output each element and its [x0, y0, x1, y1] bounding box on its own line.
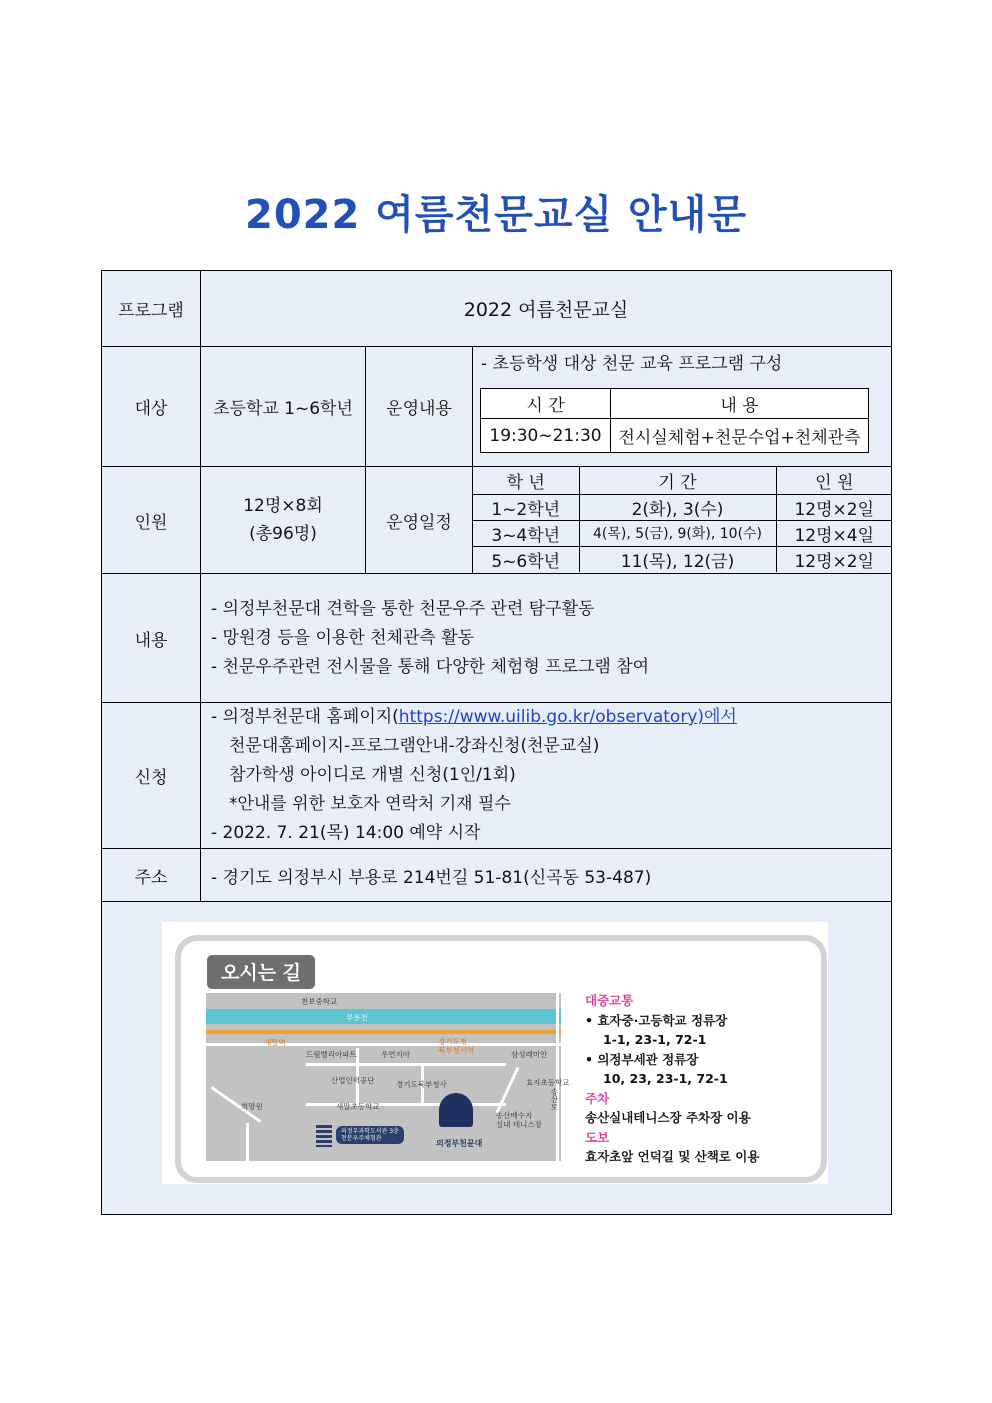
transit-stop-1: • 효자중·고등학교 정류장: [585, 1012, 728, 1028]
map-label: 드림벨리아파트: [306, 1050, 357, 1059]
label-target: 대상: [102, 347, 201, 467]
apply-line1-prefix: - 의정부천문대 홈페이지(: [211, 707, 399, 727]
address-value: - 경기도 의정부시 부용로 214번길 51-81(신곡동 53-487): [201, 849, 892, 902]
map-label: 삼성래미안: [511, 1050, 548, 1059]
map-label: 송산배수지 실내 테니스장: [496, 1111, 542, 1129]
map-title: 오시는 길: [207, 955, 315, 989]
operation-content: 전시실체험+천문수업+천체관측: [611, 419, 869, 453]
label-program: 프로그램: [102, 271, 201, 347]
transit-stop-1-buses: 1-1, 23-1, 72-1: [603, 1032, 707, 1047]
label-address: 주소: [102, 849, 201, 902]
walk-label: 도보: [585, 1129, 610, 1145]
map-label: 새말역: [264, 1038, 286, 1047]
label-apply: 신청: [102, 703, 201, 849]
schedule-header-people: 인 원: [776, 467, 892, 494]
row-content: [102, 574, 892, 703]
map-label: 경기도북부청사: [396, 1080, 447, 1089]
map-info: [585, 991, 815, 1167]
schedule-grade: 3~4학년: [473, 520, 579, 546]
operation-header-content: 내 용: [611, 389, 869, 419]
row-target: [102, 347, 892, 467]
observatory-label: 의정부천문대: [436, 1139, 483, 1148]
operation-header-time: 시 간: [481, 389, 611, 419]
map-label: 경기도청 북부청사역: [438, 1037, 475, 1055]
capacity-line2: (총96명): [249, 524, 317, 544]
schedule-grade: 1~2학년: [473, 494, 579, 520]
content-item: - 의정부천문대 견학을 통한 천문우주 관련 탐구활동: [211, 598, 595, 619]
row-address: [102, 849, 892, 902]
directions-map: [162, 922, 828, 1184]
map-label: 송산로: [550, 1088, 559, 1111]
apply-line5: - 2022. 7. 21(목) 14:00 예약 시작: [211, 823, 481, 843]
schedule-row: [473, 494, 892, 520]
street: [496, 1067, 520, 1114]
page-title: 2022 여름천문교실 안내문: [245, 192, 747, 238]
map-label: 산업인력공단: [331, 1076, 375, 1085]
label-schedule: 운영일정: [366, 467, 473, 574]
operation-table: [480, 388, 869, 453]
apply-line2: 천문대홈페이지-프로그램안내-강좌신청(천문교실): [229, 736, 600, 756]
parking-value: 송산실내테니스장 주차장 이용: [585, 1110, 751, 1125]
map-label: 효자초등학교: [526, 1078, 570, 1087]
library-logo-label: 의정부과학도서관 3층 천문우주체험관: [336, 1126, 404, 1144]
subway-line: [206, 1030, 561, 1034]
row-apply: [102, 703, 892, 849]
schedule-grade: 5~6학년: [473, 546, 579, 572]
schedule-row: [473, 546, 892, 572]
schedule-people: 12명×4일: [776, 520, 892, 546]
schedule-table: [473, 467, 892, 572]
apply-line3: 참가학생 아이디로 개별 신청(1인/1회): [229, 765, 516, 785]
schedule-period: 4(목), 5(금), 9(화), 10(수): [579, 520, 776, 546]
schedule-period: 2(화), 3(수): [579, 494, 776, 520]
schedule-people: 12명×2일: [776, 494, 892, 520]
label-operation: 운영내용: [366, 347, 473, 467]
observatory-homepage-link[interactable]: https://www.uilib.go.kr/observatory)에서: [398, 707, 737, 727]
transit-stop-2-buses: 10, 23, 23-1, 72-1: [603, 1071, 728, 1086]
row-capacity: [102, 467, 892, 574]
parking-label: 주차: [585, 1090, 610, 1106]
content-item: - 천문우주관련 전시물을 통해 다양한 체험형 프로그램 참여: [211, 656, 650, 677]
street: [206, 1043, 561, 1046]
schedule-header-grade: 학 년: [473, 467, 579, 494]
schedule-period: 11(목), 12(금): [579, 546, 776, 572]
street: [246, 1123, 249, 1163]
content-item: - 망원경 등을 이용한 천체관측 활동: [211, 627, 475, 648]
map-area: [206, 993, 570, 1161]
operation-desc: - 초등학생 대상 천문 교육 프로그램 구성: [481, 354, 783, 374]
map-frame: [175, 935, 827, 1183]
road-band: [206, 1009, 561, 1024]
target-value: 초등학교 1~6학년: [201, 347, 366, 467]
map-label: 천보중학교: [301, 997, 338, 1006]
row-program: [102, 271, 892, 347]
walk-value: 효자초앞 언덕길 및 산책로 이용: [585, 1149, 760, 1164]
observatory-icon: [439, 1093, 473, 1127]
map-label: 희망원: [241, 1102, 263, 1111]
map-label: 부용천: [346, 1013, 368, 1022]
map-label: 우연지아: [381, 1050, 410, 1059]
program-value: 2022 여름천문교실: [201, 271, 892, 347]
map-label: 새말초등학교: [336, 1102, 380, 1111]
capacity-line1: 12명×8회: [243, 496, 323, 516]
operation-time: 19:30~21:30: [481, 419, 611, 453]
label-capacity: 인원: [102, 467, 201, 574]
label-content: 내용: [102, 574, 201, 703]
transit-label: 대중교통: [585, 993, 634, 1008]
schedule-people: 12명×2일: [776, 546, 892, 572]
street: [306, 1063, 506, 1066]
transit-stop-2: • 의정부세관 정류장: [585, 1051, 699, 1067]
apply-line4: *안내를 위한 보호자 연락처 기재 필수: [229, 794, 511, 814]
schedule-header-period: 기 간: [579, 467, 776, 494]
library-logo-icon: [316, 1125, 332, 1147]
schedule-row: [473, 520, 892, 546]
